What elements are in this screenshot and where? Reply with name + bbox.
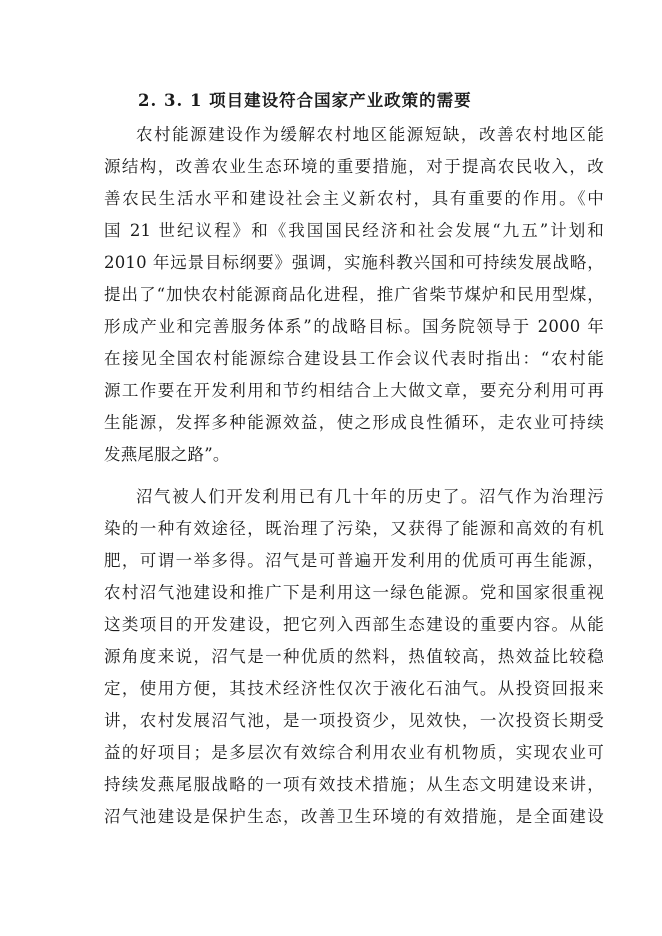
section-heading: 2. 3. 1 项目建设符合国家产业政策的需要: [138, 91, 472, 110]
paragraph-2-line-3: 肥，可谓一举多得。沼气是可普遍开发利用的优质可再生能源，: [104, 551, 604, 570]
paragraph-2-line-4: 农村沼气池建设和推广下是利用这一绿色能源。党和国家很重视: [104, 583, 604, 602]
paragraph-1-line-6: 提出了“加快农村能源商品化进程，推广省柴节煤炉和民用型煤，: [104, 285, 604, 304]
paragraph-2-line-9: 益的好项目；是多层次有效综合利用农业有机物质，实现农业可: [104, 743, 604, 762]
paragraph-1-line-7: 形成产业和完善服务体系”的战略目标。国务院领导于 2000 年: [104, 317, 604, 336]
paragraph-1-line-9: 源工作要在开发利用和节约相结合上大做文章，要充分利用可再: [104, 381, 604, 400]
paragraph-2-line-10: 持续发燕尾服战略的一项有效技术措施；从生态文明建设来讲，: [104, 775, 604, 794]
paragraph-1-line-5: 2010 年远景目标纲要》强调，实施科教兴国和可持续发展战略，: [104, 253, 604, 272]
paragraph-1-line-10: 生能源，发挥多种能源效益，使之形成良性循环，走农业可持续: [104, 413, 604, 432]
paragraph-2-line-7: 定，使用方便，其技术经济性仅次于液化石油气。从投资回报来: [104, 679, 604, 698]
paragraph-2-line-11: 沼气池建设是保护生态，改善卫生环境的有效措施，是全面建设: [104, 807, 604, 826]
paragraph-2-line-6: 源角度来说，沼气是一种优质的然料，热值较高，热效益比较稳: [104, 647, 604, 666]
paragraph-1-line-8: 在接见全国农村能源综合建设县工作会议代表时指出：“农村能: [104, 349, 604, 368]
paragraph-1-line-11: 发燕尾服之路”。: [104, 445, 230, 464]
paragraph-1-line-4: 国 21 世纪议程》和《我国国民经济和社会发展“九五”计划和: [104, 221, 604, 240]
paragraph-1-line-1: 农村能源建设作为缓解农村地区能源短缺，改善农村地区能: [136, 125, 604, 144]
paragraph-1-line-3: 善农民生活水平和建设社会主义新农村，具有重要的作用。《中: [104, 189, 604, 208]
paragraph-1-line-2: 源结构，改善农业生态环境的重要措施，对于提高农民收入，改: [104, 157, 604, 176]
paragraph-2-line-5: 这类项目的开发建设，把它列入西部生态建设的重要内容。从能: [104, 615, 604, 634]
paragraph-2-line-1: 沼气被人们开发利用已有几十年的历史了。沼气作为治理污: [136, 487, 604, 506]
paragraph-2-line-2: 染的一种有效途径，既治理了污染，又获得了能源和高效的有机: [104, 519, 604, 538]
paragraph-2-line-8: 讲，农村发展沼气池，是一项投资少，见效快，一次投资长期受: [104, 711, 604, 730]
